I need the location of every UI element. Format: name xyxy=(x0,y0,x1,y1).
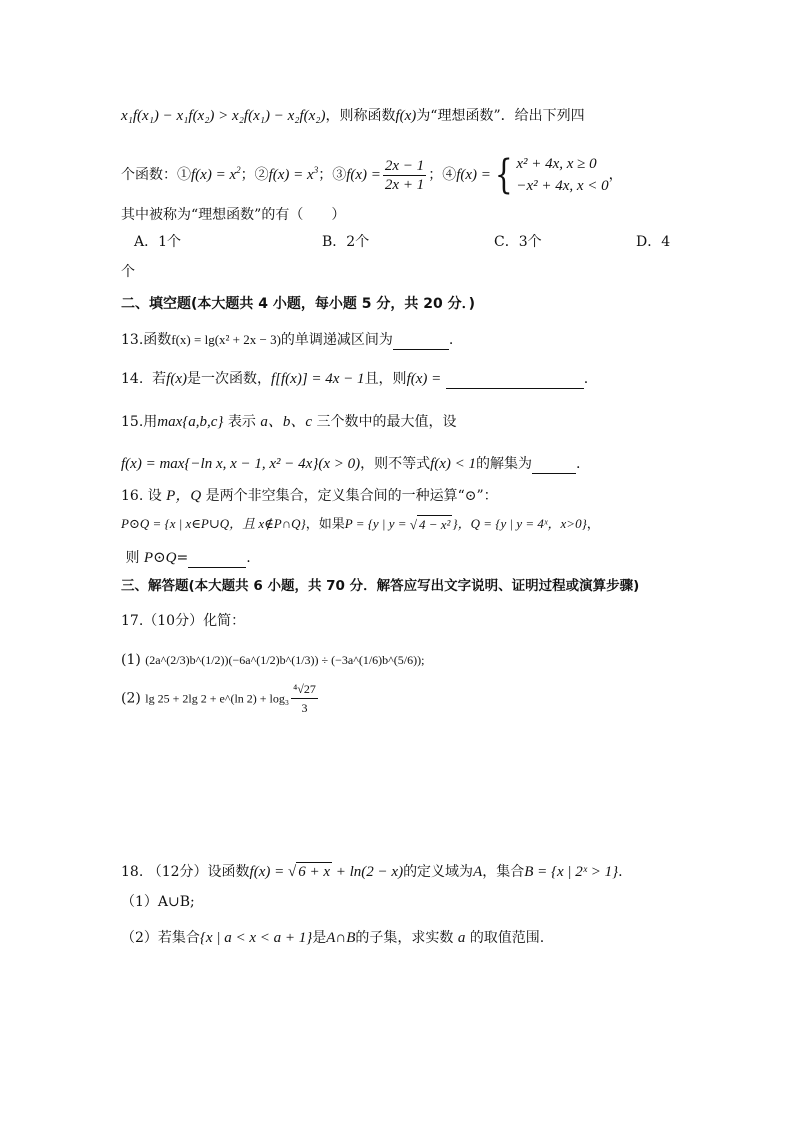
option-d: D．4 xyxy=(636,234,671,250)
q17-part2-fraction: $\frac{\text{⁴√27}}{3}$ xyxy=(293,682,316,715)
q17-header: 17.（10分）化简： xyxy=(121,613,246,629)
q14-expression: f[f(x)] = 4x − 1 xyxy=(271,371,365,387)
q12-f1: $f(x) = x^2$ xyxy=(191,165,241,183)
q18-part2: （2）若集合{x | a < x < a + 1}是A∩B的子集，求实数 a 的取值范围. xyxy=(121,930,545,946)
q17-part2: (2) lg 25 + 2lg 2 + e^(ln 2) + log₃ $\frac{\text{⁴√27}}{3}$ xyxy=(121,682,316,715)
q15-line2: f(x) = max{−ln x, x − 1, x² − 4x}(x > 0)，则不等式f(x) < 1的解集为 . xyxy=(121,456,581,472)
q18-subset: {x | a < x < a + 1} xyxy=(199,930,313,946)
q12-question: 其中被称为“理想函数”的有（ ） xyxy=(121,207,346,223)
section-3-title: 三、解答题(本大题共 6 小题，共 70 分．解答应写出文字说明、证明过程或演算步骤) xyxy=(121,578,640,594)
q18-line1: 18. （12分）设函数f(x) = √ 6 + x + ln(2 − x)的定义域为A，集合B = {x | 2ˣ > 1}. xyxy=(121,864,623,880)
q15-definition: f(x) = max{−ln x, x − 1, x² − 4x}(x > 0) xyxy=(121,456,361,472)
q12-inequality: x₁f(x₁) − x₁f(x₂) > x₂f(x₁) − x₂f(x₂) xyxy=(121,108,326,124)
q12-f2: $f(x) = x^3$ xyxy=(268,165,319,183)
q15-answer-blank[interactable] xyxy=(532,473,576,474)
q18-sqrt: √ 6 + x xyxy=(287,864,330,880)
q14-answer-blank[interactable] xyxy=(446,388,584,389)
q13-answer-blank[interactable] xyxy=(393,349,449,350)
q15-line1: 15.用max{a,b,c} 表示 a、b、c 三个数中的最大值，设 xyxy=(121,414,457,430)
q17-part1: (1) (2a^(2/3)b^(1/2))(−6a^(1/2)b^(1/3)) ÷ (−3a^(1/6)b^(5/6)); xyxy=(121,652,425,668)
q16-set-q: ，Q = {y | y = 4ˣ，x>0} xyxy=(457,516,587,531)
option-d-wrap: 个 xyxy=(121,264,135,280)
option-b: B．2个 xyxy=(322,234,370,250)
q12-f4-piecewise: { x² + 4x, x ≥ 0 −x² + 4x, x < 0 xyxy=(494,152,609,198)
q14: 14. 若f(x)是一次函数，f[f(x)] = 4x − 1且，则f(x) = . xyxy=(121,371,589,387)
q16-sqrt: √ 4 − x² xyxy=(409,516,451,532)
option-a: A．1个 xyxy=(134,234,182,250)
q13-expression: f(x) = lg(x² + 2x − 3) xyxy=(171,332,281,347)
q16-line3: 则 P⊙Q= . xyxy=(125,550,251,566)
q18-part1: （1）A∪B; xyxy=(121,894,195,910)
q15-inequality: f(x) < 1 xyxy=(430,456,477,472)
q13: 13.函数f(x) = lg(x² + 2x − 3)的单调递减区间为 . xyxy=(121,332,454,348)
q12-functions-line: 个函数：①f(x) = $x^2$；②f(x) = $x^3$；③f(x) = $\frac{2x - 1}{2x + 1}$ ；④f(x) = { x² + 4x, x ≥ 0 −x² + 4x, x < 0 ， xyxy=(121,152,623,198)
option-c: C．3个 xyxy=(494,234,542,250)
section-2-title: 二、填空题(本大题共 4 小题，每小题 5 分，共 20 分．) xyxy=(121,296,476,312)
q16-line2: P⊙Q = {x | x∈P∪Q，且 x∉P∩Q}，如果P = {y | y = √ 4 − x² }，Q = {y | y = 4ˣ，x>0}， xyxy=(121,514,600,535)
q16-operation-definition: P⊙Q = {x | x∈P∪Q，且 x∉P∩Q} xyxy=(121,516,306,531)
q18-set-b: B = {x | 2ˣ > 1} xyxy=(524,864,619,880)
q12-condition-line: x₁f(x₁) − x₁f(x₂) > x₂f(x₁) − x₂f(x₂)，则称函数f(x)为“理想函数”．给出下列四 xyxy=(121,108,585,124)
q17-part2-expression: lg 25 + 2lg 2 + e^(ln 2) + log₃ xyxy=(145,691,290,706)
q16-line1: 16. 设 P，Q 是两个非空集合，定义集合间的一种运算“⊙”： xyxy=(121,488,498,504)
q12-f3-fraction: $\frac{2x - 1}{2x + 1}$ xyxy=(384,157,425,193)
q17-part1-expression: (2a^(2/3)b^(1/2))(−6a^(1/2)b^(1/3)) ÷ (−3a^(1/6)b^(5/6)); xyxy=(145,653,425,667)
q16-answer-blank[interactable] xyxy=(188,567,246,568)
